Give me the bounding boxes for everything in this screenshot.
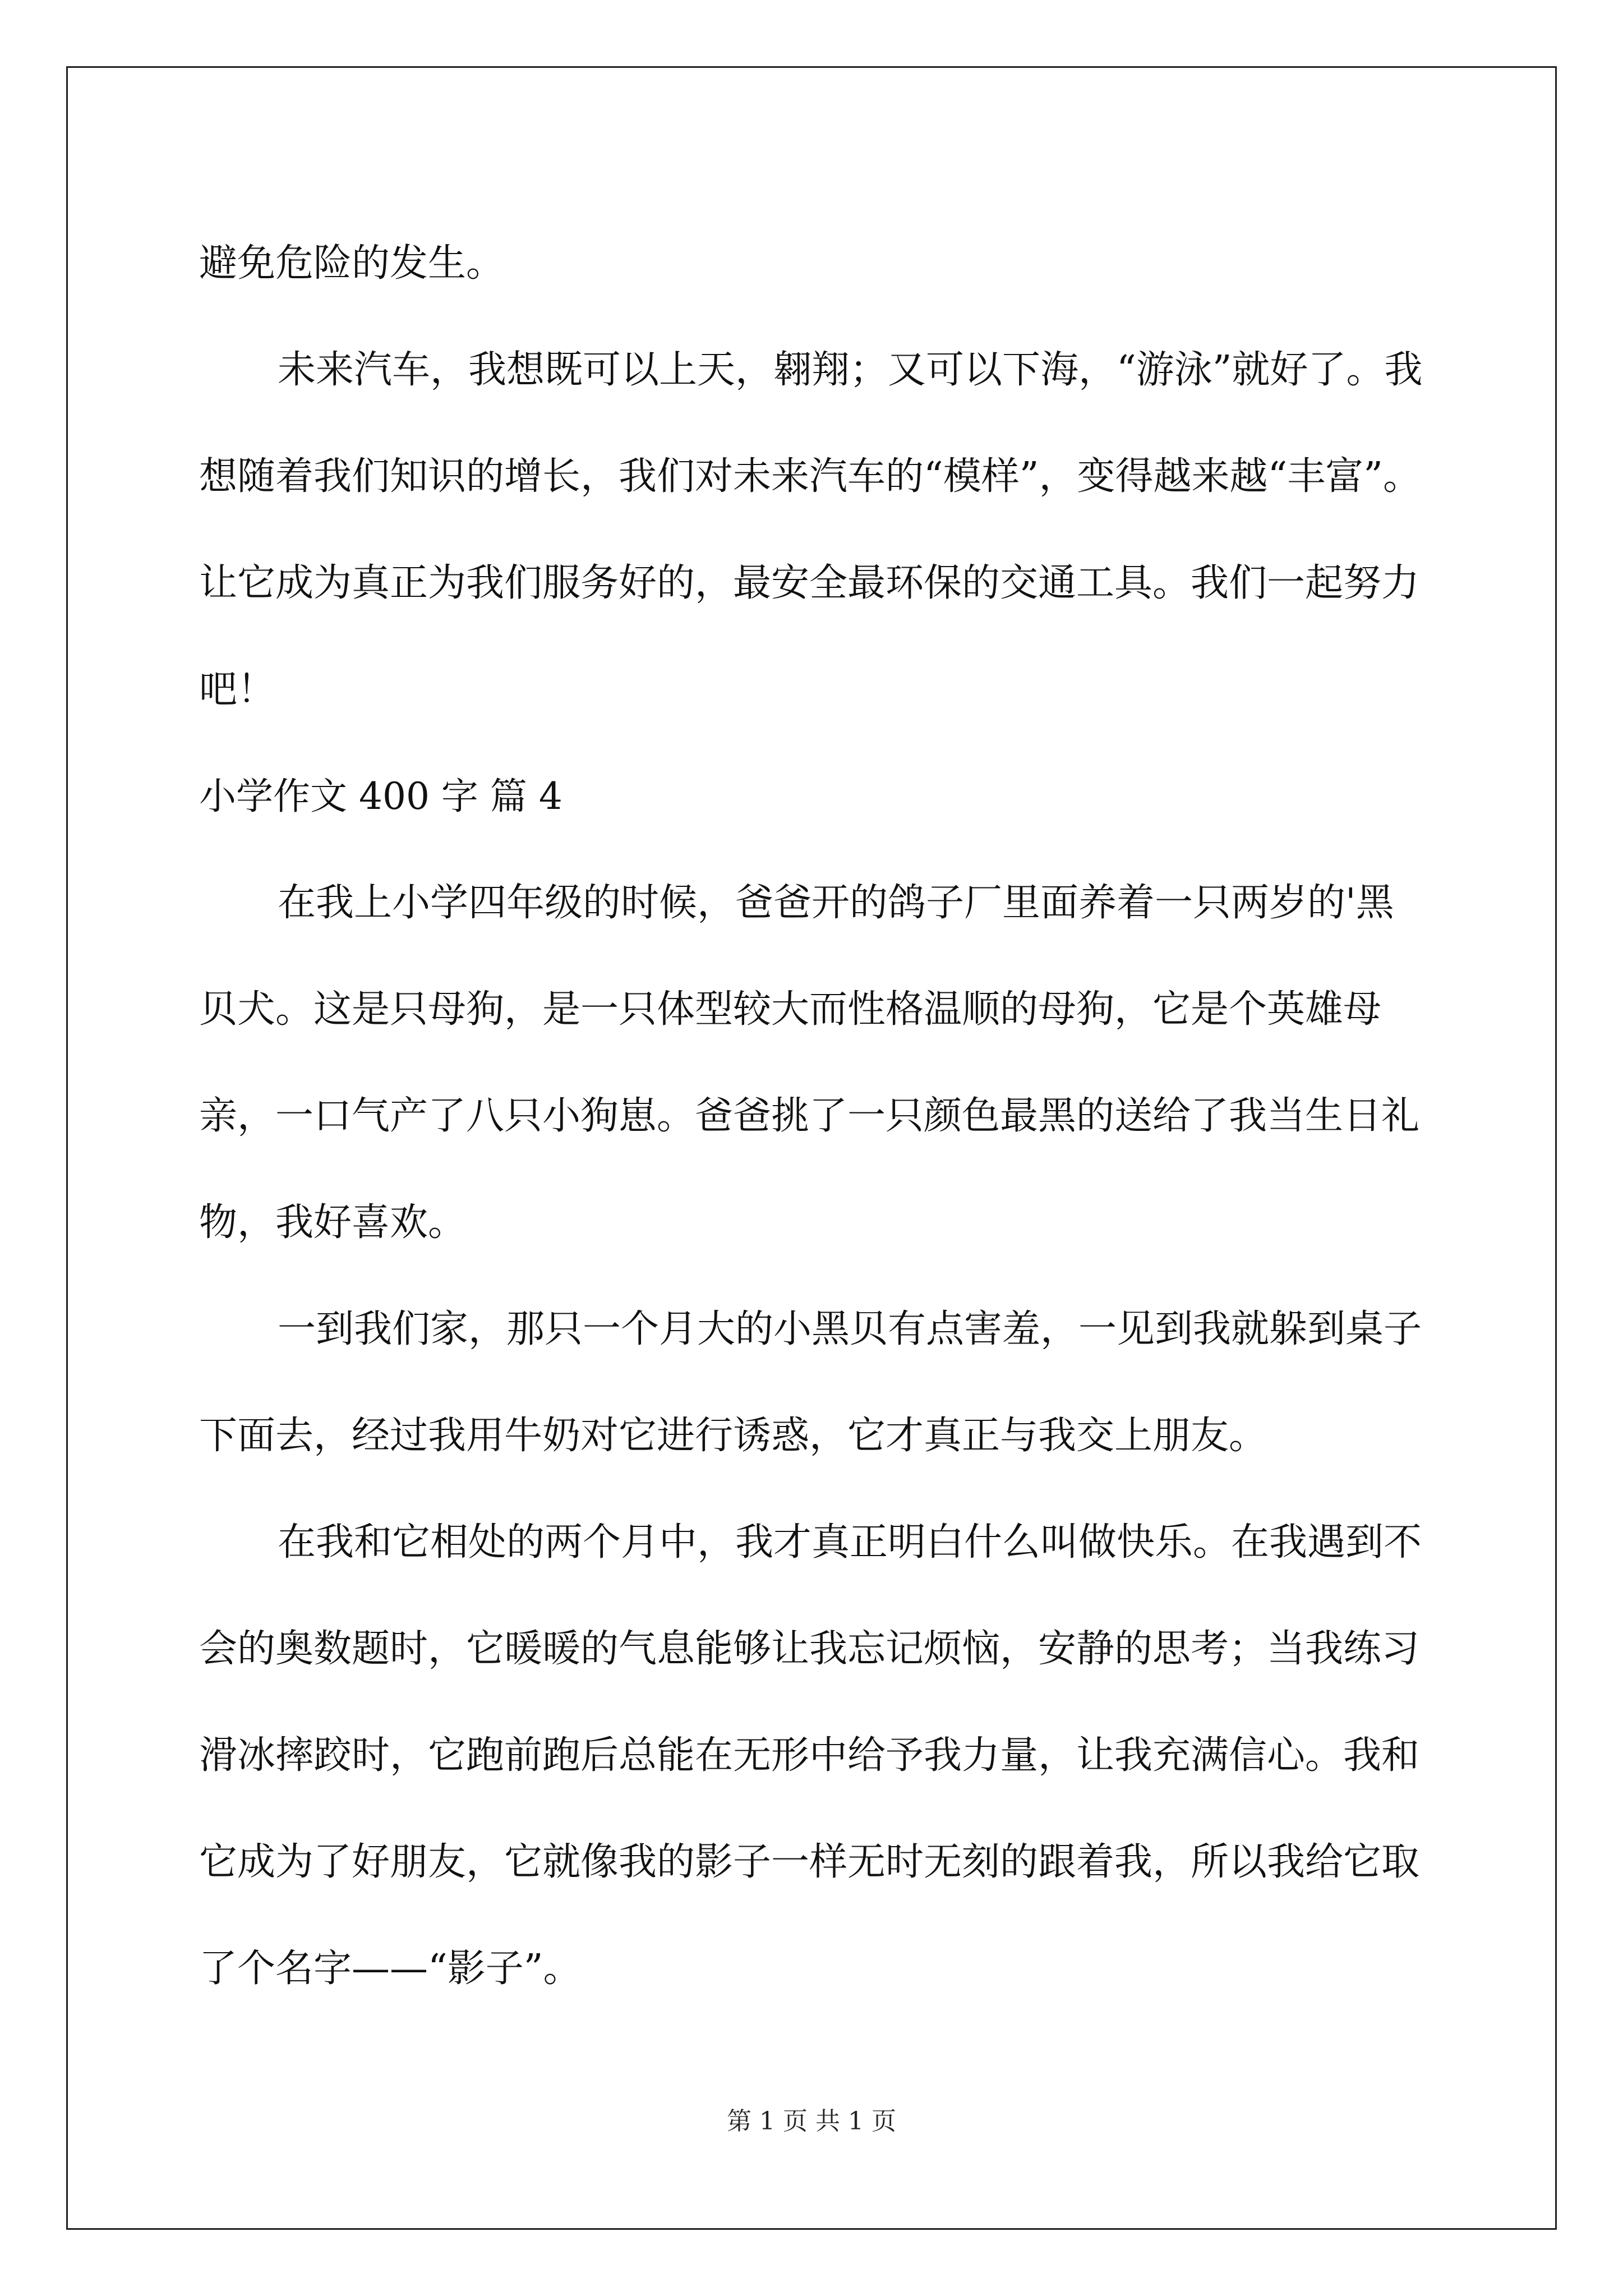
document-body [199,210,1426,2022]
paragraph-1: 避免危险的发生。 [199,241,505,286]
page-footer: 第 1 页 共 1 页 [727,2107,896,2136]
section-heading: 小学作文 400 字 篇 4 [199,775,562,818]
paragraph-5: 在我和它相处的两个月中，我才真正明白什么叫做快乐。在我遇到不会的奥数题时，它暖暖的气息能够让我忘记烦恼，安静的思考；当我练习滑冰摔跤时，它跑前跑后总能在无形中给予我力量，让我充满信心。我和它成为了好朋友，它就像我的影子一样无时无刻的跟着我，所以我给它取了个名字——“影子”。 [199,1520,1422,1991]
paragraph-2: 未来汽车，我想既可以上天，翱翔；又可以下海，“游泳”就好了。我想随着我们知识的增长，我们对未来汽车的“模样”，变得越来越“丰富”。让它成为真正为我们服务好的，最安全最环保的交通工具。我们一起努力吧！ [199,348,1423,712]
paragraph-4: 一到我们家，那只一个月大的小黑贝有点害羞，一见到我就躲到桌子下面去，经过我用牛奶对它进行诱惑，它才真正与我交上朋友。 [199,1307,1422,1458]
paragraph-3: 在我上小学四年级的时候，爸爸开的鸽子厂里面养着一只两岁的'黑贝犬。这是只母狗，是一只体型较大而性格温顺的母狗，它是个英雄母亲，一口气产了八只小狗崽。爸爸挑了一只颜色最黑的送给了我当生日礼物，我好喜欢。 [199,881,1420,1245]
